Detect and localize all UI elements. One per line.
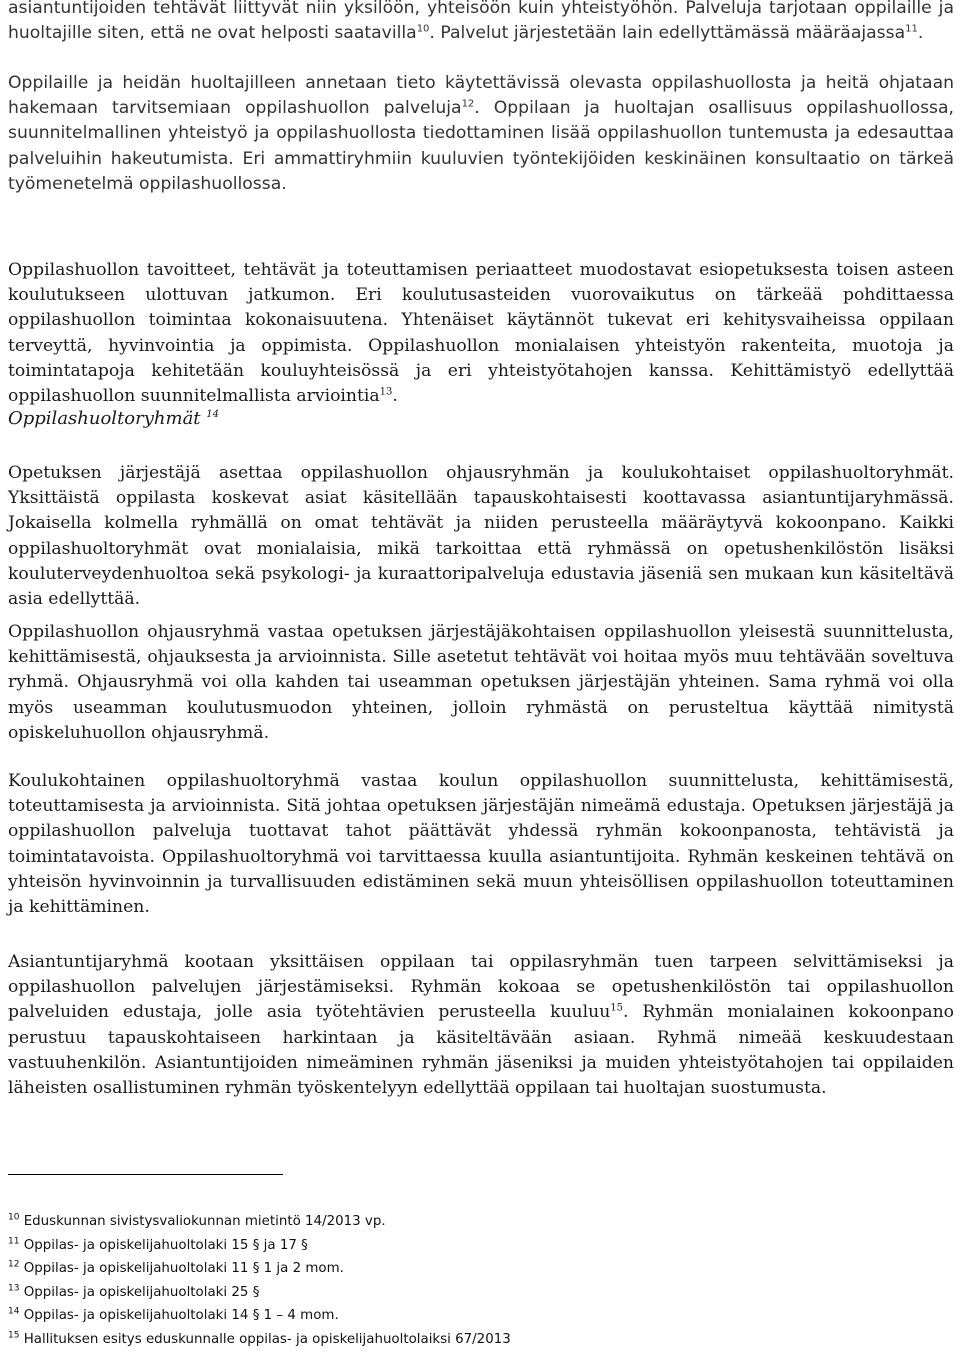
footnote-text: Oppilas- ja opiskelijahuoltolaki 11 § 1 ja 2 mom.: [23, 1261, 344, 1276]
footnote-number: 13: [8, 1283, 20, 1294]
paragraph: [8, 0, 954, 46]
footnote-item: [8, 1328, 511, 1352]
footnote-ref: 12: [461, 98, 475, 110]
footnote-divider: [8, 1174, 283, 1175]
footnote-item: [8, 1281, 511, 1305]
footnote-ref: 10: [416, 23, 430, 35]
paragraph-text: . Ryhmän monialainen kokoonpano perustuu tapauskohtaiseen harkintaan ja käsiteltävään asiaan. Ryhmä nimeää keskuudestaan vastuuhenkilön. Asiantuntijoiden nimeäminen ryhmän jäseniksi ja muiden yhteistyötahojen tai oppilaiden läheisten osallistuminen ryhmän työskentelyyn edellyttää oppilaan tai huoltajan suostumusta.: [8, 1002, 954, 1099]
paragraph: [8, 461, 954, 612]
footnote-text: Eduskunnan sivistysvaliokunnan mietintö 14/2013 vp.: [23, 1214, 386, 1229]
footnote-item: [8, 1210, 511, 1234]
footnote-text: Oppilas- ja opiskelijahuoltolaki 14 § 1 – 4 mom.: [23, 1308, 339, 1323]
footnote-list: [8, 1210, 511, 1351]
footnote-text: Hallituksen esitys eduskunnalle oppilas- ja opiskelijahuoltolaiksi 67/2013: [23, 1331, 511, 1347]
paragraph-text: Asiantuntijaryhmä kootaan yksittäisen oppilaan tai oppilasryhmän tuen tarpeen selvittämiseksi ja oppilashuollon palvelujen järjestämiseksi. Ryhmän kokoaa se opetushenkilöstön tai oppilashuollon palveluiden edustaja, jolle asia työtehtävien perusteella kuuluu: [8, 952, 954, 1023]
paragraph-text: Koulukohtainen oppilashuoltoryhmä vastaa koulun oppilashuollon suunnittelusta, kehittämisestä, toteuttamisesta ja arvioinnista. Sitä johtaa opetuksen järjestäjän nimeämä edustaja. Opetuksen järjestäjä ja oppilashuollon palveluja tuottavat tahot päättävät yhdessä ryhmän kokoonpanosta, tehtävistä ja toimintatavoista. Oppilashuoltoryhmä voi tarvittaessa kuulla asiantuntijoita. Ryhmän keskeinen tehtävä on yhteisön hyvinvoinnin ja turvallisuuden edistäminen sekä muun yhteisöllisen oppilashuollon toteuttaminen ja kehittäminen.: [8, 771, 954, 918]
footnote-text: Oppilas- ja opiskelijahuoltolaki 15 § ja 17 §: [23, 1237, 308, 1253]
footnote-number: 15: [8, 1330, 20, 1341]
paragraph-text: . Oppilaan ja huoltajan osallisuus oppilashuollossa, suunnitelmallinen yhteistyö ja oppilashuollosta tiedottaminen lisää oppilashuollon tuntemusta ja edesauttaa palveluihin hakeutumista. Eri ammattiryhmiin kuuluvien työntekijöiden keskinäinen konsultaatio on tärkeä työmenetelmä oppilashuollossa.: [8, 98, 954, 194]
section-heading: [8, 408, 219, 429]
footnote-ref: 13: [379, 386, 393, 398]
footnote-ref: 15: [610, 1002, 623, 1014]
paragraph-text: . Palvelut järjestetään lain edellyttämässä määräajassa: [429, 23, 906, 44]
footnote-item: [8, 1257, 511, 1281]
paragraph-text: asiantuntijoiden tehtävät liittyvät niin yksilöön, yhteisöön kuin yhteistyöhön. Palveluja tarjotaan oppilaille ja huoltajille siten, että ne ovat helposti saatavilla: [8, 0, 954, 44]
footnote-number: 10: [8, 1212, 20, 1223]
paragraph: [8, 71, 954, 197]
paragraph: [8, 258, 954, 409]
footnote-ref: 14: [206, 409, 220, 420]
paragraph-text: .: [917, 23, 924, 44]
footnote-number: 12: [8, 1259, 20, 1270]
paragraph-text: Oppilashuollon tavoitteet, tehtävät ja toteuttamisen periaatteet muodostavat esiopetuksesta toisen asteen koulutukseen ulottuvan jatkumon. Eri koulutusasteiden vuorovaikutus on tärkeää pohdittaessa oppilashuollon toimintaa kokonaisuutena. Yhtenäiset käytännöt tukevat eri kehitysvaiheissa oppilaan terveyttä, hyvinvointia ja oppimista. Oppilashuollon monialaisen yhteistyön rakenteita, muotoja ja toimintatapoja kehitetään kouluyhteisössä ja eri yhteistyötahojen kanssa. Kehittämistyö edellyttää oppilashuollon suunnitelmallista arviointia: [8, 260, 954, 407]
paragraph-text: .: [392, 386, 398, 407]
footnote-number: 14: [8, 1306, 20, 1317]
paragraph-text: Oppilaille ja heidän huoltajilleen annetaan tieto käytettävissä olevasta oppilashuollosta ja heitä ohjataan hakemaan tarvitsemiaan oppilashuollon palveluja: [8, 73, 954, 119]
paragraph: [8, 620, 954, 746]
section-heading-text: Oppilashuoltoryhmät: [8, 408, 201, 429]
footnote-number: 11: [8, 1236, 20, 1247]
footnote-text: Oppilas- ja opiskelijahuoltolaki 25 §: [23, 1284, 260, 1300]
paragraph-text: Oppilashuollon ohjausryhmä vastaa opetuksen järjestäjäkohtaisen oppilashuollon yleisestä suunnittelusta, kehittämisestä, ohjauksesta ja arvioinnista. Sille asetetut tehtävät voi hoitaa myös muu tehtävään soveltuva ryhmä. Ohjausryhmä voi olla kahden tai useamman opetuksen järjestäjän yhteinen. Sama ryhmä voi olla myös useamman koulutusmuodon yhteinen, jolloin ryhmästä on perusteltua käyttää nimitystä opiskeluhuollon ohjausryhmä.: [8, 622, 954, 743]
paragraph-text: Opetuksen järjestäjä asettaa oppilashuollon ohjausryhmän ja koulukohtaiset oppilashuoltoryhmät. Yksittäistä oppilasta koskevat asiat käsitellään tapauskohtaisesti koottavassa asiantuntijaryhmässä. Jokaisella kolmella ryhmällä on omat tehtävät ja niiden perusteella määräytyvä kokoonpano. Kaikki oppilashuoltoryhmät ovat monialaisia, mikä tarkoittaa että ryhmässä on opetushenkilöstön lisäksi kouluterveydenhuoltoa sekä psykologi- ja kuraattoripalveluja edustavia jäseniä sen mukaan kun käsiteltävä asia edellyttää.: [8, 463, 954, 610]
paragraph: [8, 769, 954, 920]
footnote-item: [8, 1234, 511, 1258]
footnote-ref: 11: [905, 23, 918, 35]
footnote-item: [8, 1304, 511, 1328]
paragraph: [8, 950, 954, 1101]
